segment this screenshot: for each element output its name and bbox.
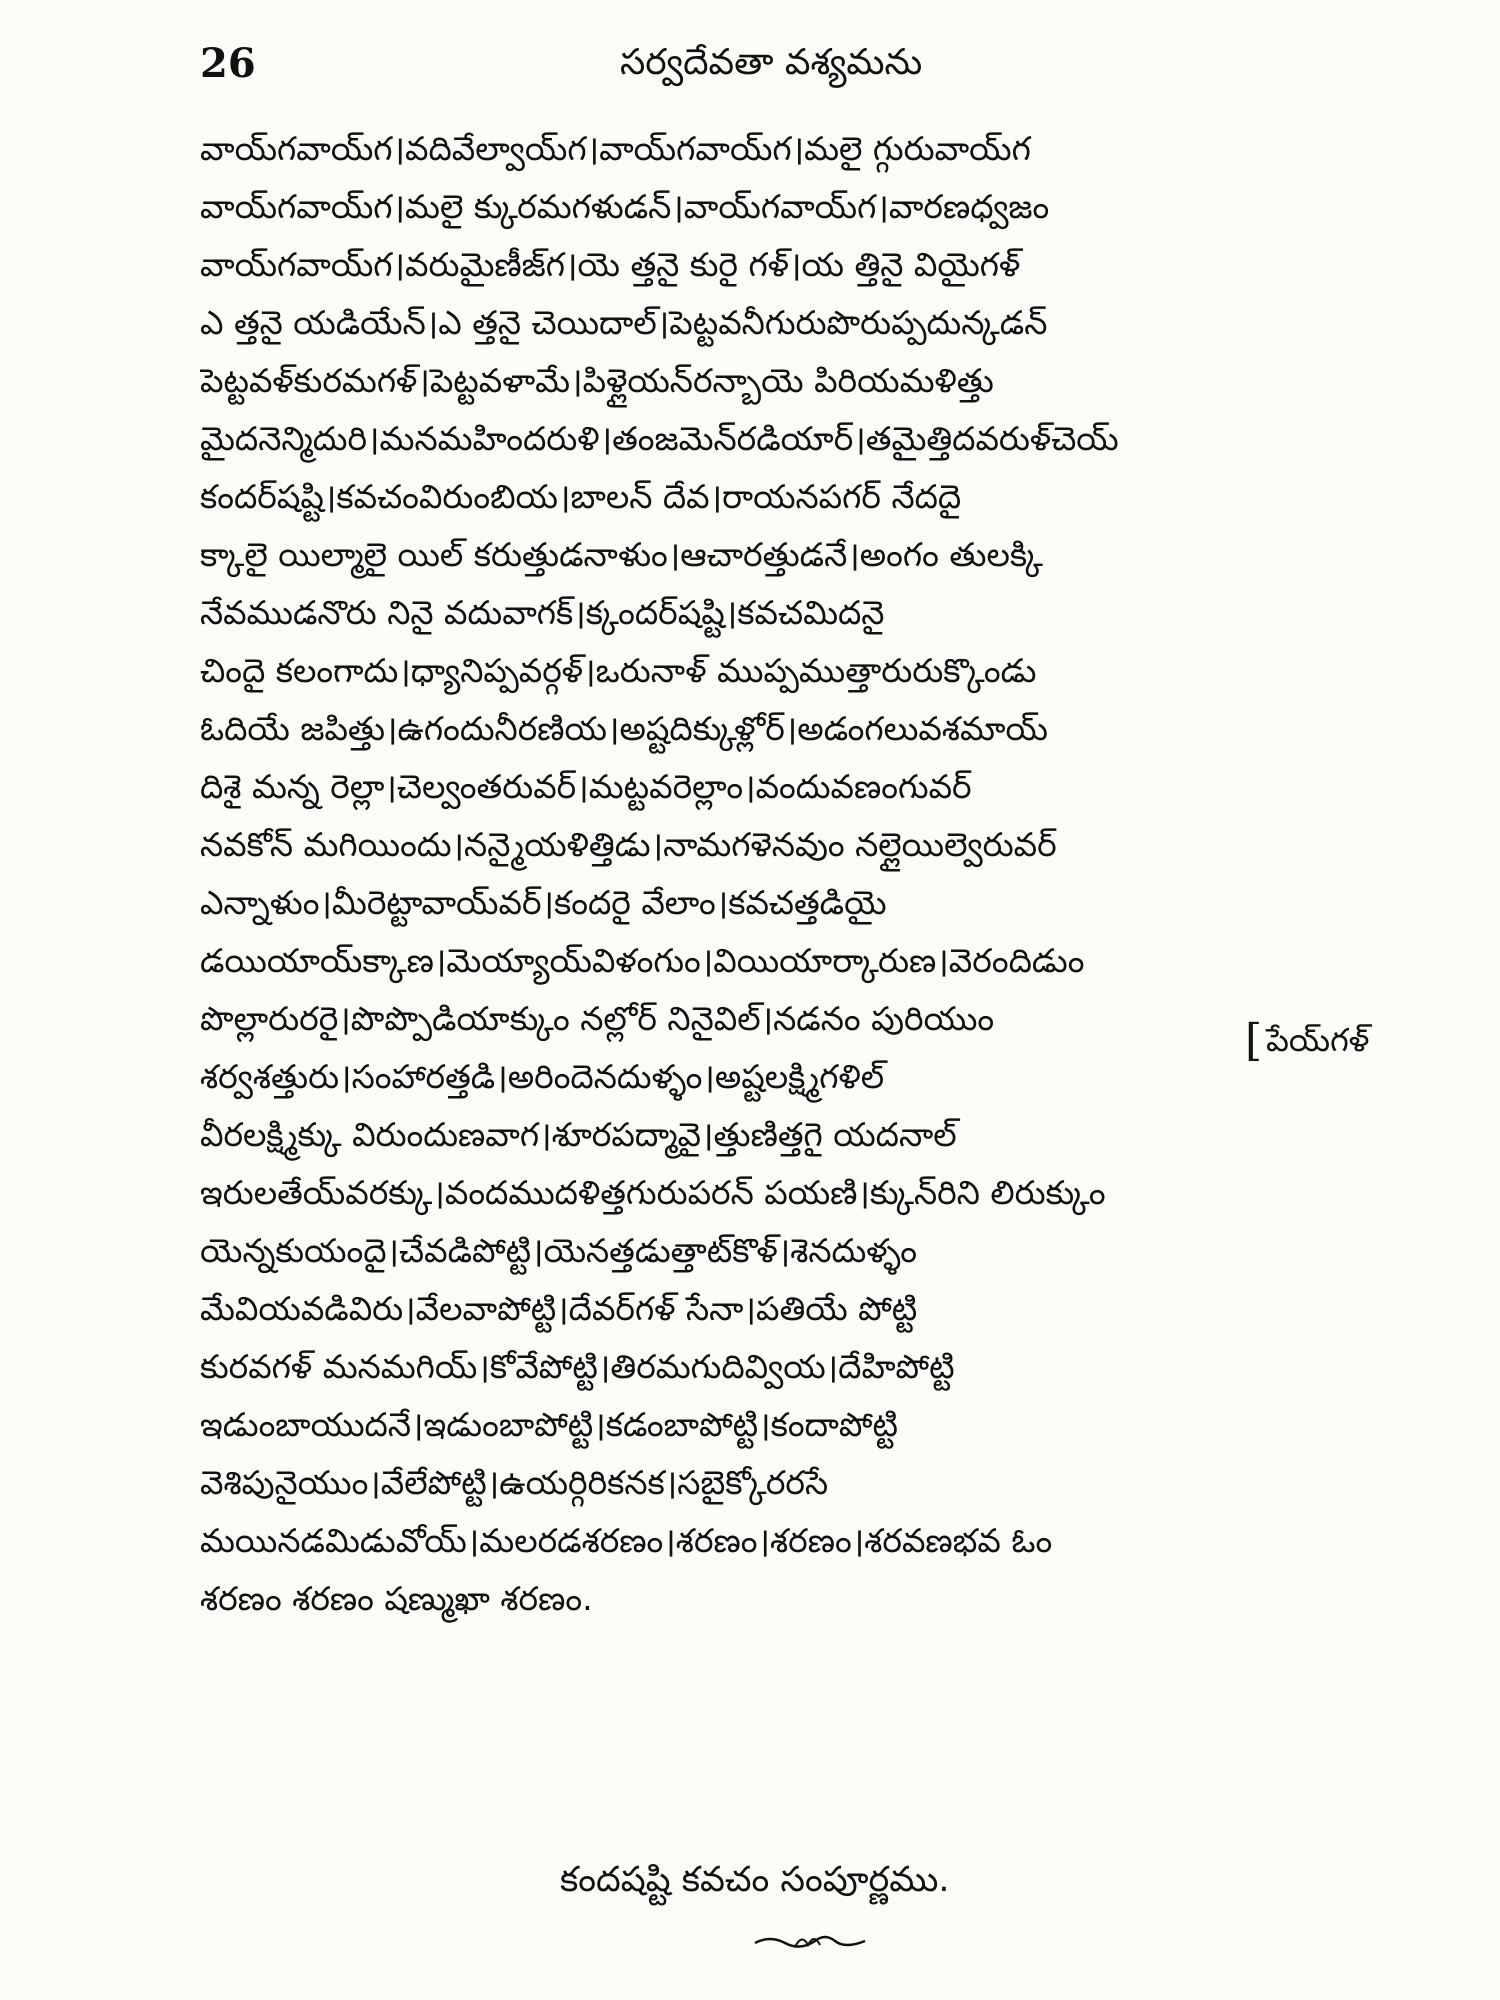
verse-line: మయినడమిడువోయ్।మలరడశరణం।శరణం।శరణం।శరవణభవ ఓం	[200, 1521, 1053, 1560]
verse-line: నవకోన్ మగియిందు।నన్మైయళిత్తిడు।నామగళెనవుం నల్లైయిల్వెరువర్	[200, 825, 1057, 864]
margin-note	[1245, 1015, 1369, 1067]
end-ornament-icon	[750, 1925, 870, 1955]
verse-line: కందర్‌షష్టి।కవచంవిరుంబియ।బాలన్ దేవ।రాయనపగర్ నేదదై	[200, 477, 962, 516]
verse-line: మేవియవడివిరు।వేలవాపోట్టి।దేవర్‌గళ్ సేనా।పతియే పోట్టి	[200, 1289, 918, 1328]
verse-line: శర్వశత్తురు।సంహారత్తడి।అరిందెనదుళ్ళం।అష్టలక్ష్మిగళిల్	[200, 1057, 885, 1096]
verse-line: వాయ్‌గవాయ్‌గ।మలై క్కురమగళుడన్।వాయ్‌గవాయ్‌గ।వారణధ్వజం	[200, 187, 1050, 226]
verse-line: డయియాయ్‌క్కాణ।మెయ్యాయ్‌విళంగుం।వియియార్కారుణ।వెరందిడుం	[200, 941, 1085, 980]
verse-line: నేవముడనొరు నినై వదువాగక్।క్కందర్‌షష్టి।కవచమిదనై	[200, 593, 885, 632]
page-header	[200, 40, 1400, 110]
verse-line: ఇడుంబాయుదనే।ఇడుంబాపోట్టి।కడంబాపోట్టి।కందాపోట్టి	[200, 1405, 898, 1444]
verse-line: కురవగళ్ మనమగియ్।కోవేపోట్టి।తిరమగుదివ్వియ।దేహిపోట్టి	[200, 1347, 955, 1386]
verse-line: ఓదియే జపిత్తు।ఉగందునీరణియ।అష్టదిక్కుళ్లోర్।అడంగలువశమాయ్	[200, 709, 1048, 748]
verse-line: శరణం శరణం షణ్ముఖా శరణం.	[200, 1579, 593, 1618]
margin-note-text: పేయ్‌గళ్	[1266, 1021, 1370, 1059]
verse-line: ఇరులతేయ్‌వరక్కు।వందముదళిత్తగురుపరన్ పయణి।క్కున్‌రిని లిరుక్కుం	[200, 1173, 1106, 1212]
margin-bracket: [	[1245, 1015, 1263, 1066]
page-number: 26	[200, 40, 256, 87]
verse-line: క్కాలై యిల్మాలై యిల్ కరుత్తుడనాళుం।ఆచారత్తుడనే।అంగం తులక్కి	[200, 535, 1044, 574]
verse-line: దిశై మన్న రెల్లా।చెల్వంతరువర్।మట్టవరెల్లాం।వందువణంగువర్	[200, 767, 972, 806]
verse-line: ఎన్నాళుం।మీరెట్టావాయ్‌వర్।కందరై వేలాం।కవచత్తడియై	[200, 883, 887, 922]
verse-line: పెట్టవళ్‌కురమగళ్।పెట్టవళామే।పిళ్లైయన్‌రన్బాయె పిరియమళిత్తు	[200, 361, 994, 400]
verse-line: పొల్లారురరై।పొప్పొడియాక్కుం నల్లోర్ నినైవిల్।నడనం పురియుం	[200, 999, 995, 1038]
running-title: సర్వదేవతా వశ్యమను	[620, 42, 923, 83]
verse-line: వీరలక్ష్మిక్కు విరుందుణవాగ।శూరపద్మావై।త్తుణిత్తగై యదనాల్	[200, 1115, 957, 1154]
verse-line: వాయ్‌గవాయ్‌గ।వరుమైణీజ్‌గ।యె త్తనై కురై గళ్।య త్తినై వియైగళ్	[200, 245, 1021, 284]
verse-line: మైదనెన్మిదురి।మనమహిందరుళి।తంజమెన్‌రడియార్।తమైత్తిదవరుళ్‌చెయ్	[200, 419, 1119, 458]
verse-line: వెశిపునైయుం।వేలేపోట్టి।ఉయర్గిరికనక।సబైక్కోరరసే	[200, 1463, 829, 1502]
verse-line: ఎ త్తనై యడియేన్।ఎ త్తనై చెయిదాల్।పెట్టవనీగురుపొరుప్పదున్కడన్	[200, 303, 1048, 342]
verse-line: యెన్నకుయందై।చేవడిపోట్టి।యెనత్తడుత్తాట్‌కొళ్।శెనదుళ్ళం	[200, 1231, 917, 1270]
verse-line: వాయ్‌గవాయ్‌గ।వదివేల్వాయ్‌గ।వాయ్‌గవాయ్‌గ।మలై గ్గురువాయ్‌గ	[200, 129, 1031, 168]
verse-line: చిందై కలంగాదు।ధ్యానిప్పవర్గళ్।ఒరునాళ్ ముప్పముత్తారురుక్కొండు	[200, 651, 1037, 690]
verse-body	[200, 120, 1440, 1628]
closing-line: కందషష్టి కవచం సంపూర్ణము.	[560, 1860, 950, 1900]
